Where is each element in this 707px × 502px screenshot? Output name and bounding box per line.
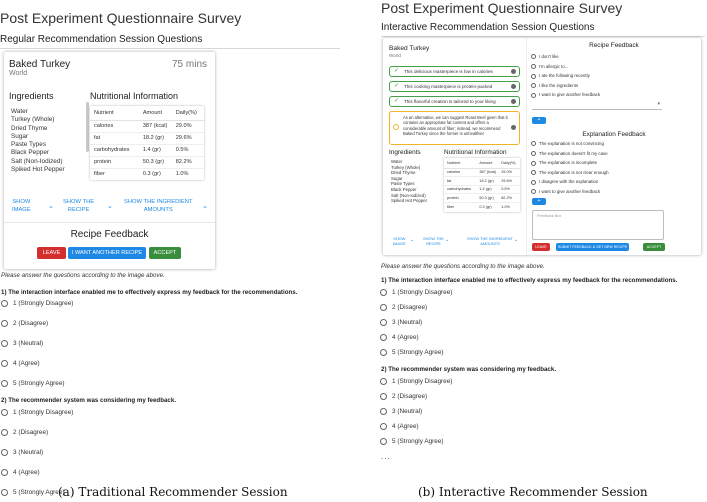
radio-label: 4 (Agree)	[13, 360, 40, 367]
radio-label: 2 (Disagree)	[13, 429, 49, 436]
radio-option[interactable]	[531, 187, 609, 197]
table-cell: fat	[94, 135, 101, 141]
explanation-box	[389, 81, 520, 92]
explanation-box	[389, 66, 520, 77]
radio-button[interactable]	[531, 54, 536, 59]
table-cell: carbohydrates	[447, 187, 472, 192]
warning-icon	[393, 124, 399, 130]
table-row	[90, 144, 204, 156]
radio-label: I want to give another feedback	[539, 188, 601, 194]
chevron-down-icon[interactable]: ⌄	[107, 203, 113, 210]
vertical-divider	[526, 38, 527, 255]
table-cell: 387 (kcal)	[142, 123, 168, 129]
radio-label: 3 (Neutral)	[392, 408, 423, 415]
radio-option[interactable]	[531, 62, 600, 72]
accept-button[interactable]: ACCEPT	[643, 243, 665, 251]
radio-label: 4 (Agree)	[392, 334, 419, 341]
ingredient-item: Sugar	[391, 175, 403, 181]
table-cell: 50.3 (gr)	[142, 159, 164, 165]
radio-button[interactable]	[1, 429, 8, 436]
ingredient-item: Dried Thyme	[11, 124, 48, 132]
info-icon[interactable]	[511, 99, 516, 104]
check-icon: ✓	[394, 98, 400, 104]
ingredient-item: Salt (Non-Iodized)	[391, 192, 426, 198]
info-icon[interactable]	[511, 69, 516, 74]
table-cell: 29.6%	[501, 178, 512, 183]
radio-label: 2 (Disagree)	[13, 320, 49, 327]
accept-button[interactable]: ACCEPT	[149, 247, 181, 259]
info-icon[interactable]	[511, 84, 516, 89]
radio-label: The explanation is not clear enough	[539, 169, 609, 175]
expand-label-line: SHOW THE INGREDIENT	[467, 236, 513, 241]
question-2: 2) The recommender system was considering my feedback.	[1, 397, 177, 404]
recipe-feedback-heading: Recipe Feedback	[70, 229, 149, 240]
ingredients-list	[11, 108, 65, 174]
table-cell: 29.6%	[175, 135, 192, 141]
radio-option[interactable]	[1, 337, 73, 357]
table-cell: fat	[447, 178, 452, 183]
table-cell: 1.4 (gr)	[479, 187, 492, 192]
column-header: Amount	[479, 160, 493, 165]
survey-title: Post Experiment Questionnaire Survey	[0, 10, 242, 26]
expand-label-line: AMOUNTS	[480, 241, 500, 247]
radio-option[interactable]	[531, 71, 600, 81]
radio-button[interactable]	[380, 334, 387, 341]
recipe-origin: World	[389, 53, 401, 58]
radio-option[interactable]	[1, 406, 73, 426]
recipe-card	[4, 52, 215, 269]
table-header-row	[444, 158, 520, 168]
table-row	[444, 177, 520, 186]
ingredient-item: Salt (Non-Iodized)	[11, 157, 63, 165]
radio-button[interactable]	[1, 300, 8, 307]
feedback-select[interactable]	[532, 101, 662, 110]
section-title: Interactive Recommendation Session Questions	[381, 22, 705, 37]
table-row	[90, 168, 204, 180]
interactive-session-panel	[378, 0, 707, 480]
section-title: Regular Recommendation Session Questions	[0, 34, 340, 49]
radio-label: 3 (Neutral)	[13, 449, 44, 456]
radio-option[interactable]	[1, 297, 73, 317]
divider	[4, 222, 215, 223]
ingredients-heading: Ingredients	[389, 149, 421, 156]
table-row	[90, 120, 204, 132]
radio-option[interactable]	[380, 420, 452, 435]
radio-option[interactable]	[1, 446, 73, 466]
feedback-textarea[interactable]	[532, 210, 664, 240]
expand-label-line: SHOW	[12, 199, 31, 205]
recipe-feedback-heading: Recipe Feedback	[589, 42, 639, 49]
expand-label-line: RECIPE	[67, 206, 90, 213]
radio-option[interactable]	[380, 375, 452, 390]
radio-button[interactable]	[380, 393, 387, 400]
radio-button[interactable]	[1, 320, 8, 327]
radio-option[interactable]	[531, 139, 609, 149]
expand-label-line: SHOW THE	[63, 199, 95, 205]
table-cell: 1.0%	[175, 171, 189, 178]
column-header: Amount	[142, 109, 163, 116]
radio-label: I disagree with the explanation	[539, 179, 599, 185]
question-1-options	[380, 286, 452, 361]
radio-option[interactable]	[531, 168, 609, 178]
show-ingredient-amounts-button[interactable]	[467, 236, 513, 246]
radio-button[interactable]	[531, 180, 536, 185]
radio-button[interactable]	[531, 64, 536, 69]
radio-label: 3 (Neutral)	[13, 340, 44, 347]
ingredient-item: Sugar	[11, 132, 29, 140]
chevron-down-icon[interactable]: ⌄	[445, 237, 450, 243]
table-cell: 0.5%	[501, 187, 510, 192]
radio-button[interactable]	[531, 170, 536, 175]
table-row	[444, 168, 520, 177]
radio-label: 1 (Strongly Disagree)	[392, 289, 453, 296]
chevron-down-icon[interactable]: ▾	[657, 101, 660, 107]
radio-button[interactable]	[1, 360, 8, 367]
radio-label: 5 (Strongly Agree)	[13, 380, 65, 387]
interactive-recipe-card	[383, 38, 701, 255]
expand-label-line: RECIPE	[426, 241, 441, 247]
question-2: 2) The recommender system was considering my feedback.	[381, 366, 557, 373]
radio-option[interactable]	[1, 357, 73, 377]
table-row	[90, 156, 204, 168]
nutrition-table-card	[90, 106, 204, 180]
expand-label-line: SHOW THE INGREDIENT	[124, 199, 193, 205]
radio-label: I don't like	[539, 54, 559, 59]
warning-box	[389, 111, 520, 145]
show-image-button[interactable]	[12, 199, 31, 214]
radio-option[interactable]	[380, 390, 452, 405]
ingredient-item: Dried Thyme	[391, 170, 416, 176]
radio-button[interactable]	[531, 161, 536, 166]
radio-label: 4 (Agree)	[13, 469, 40, 476]
explanation-text: This delicious masterpiece is low in calories	[404, 69, 493, 74]
radio-option[interactable]	[380, 286, 452, 301]
table-cell: 0.3 (gr)	[479, 204, 492, 209]
table-cell: 82.2%	[501, 195, 512, 200]
ingredients-scrollbar[interactable]	[86, 102, 89, 152]
add-explanation-feedback-button[interactable]: +	[532, 198, 546, 205]
radio-button[interactable]	[1, 469, 8, 476]
radio-button[interactable]	[1, 449, 8, 456]
recipe-name: Baked Turkey	[9, 59, 71, 70]
chevron-down-icon[interactable]: ⌄	[48, 203, 54, 210]
ingredient-item: Water	[11, 108, 28, 115]
caption-a: (a) Traditional Recommender Session	[58, 485, 288, 499]
ellipsis: ...	[381, 452, 391, 461]
expand-label-line: SHOW THE	[423, 236, 444, 241]
nutrition-heading: Nutritional Information	[90, 91, 179, 101]
table-cell: protein	[94, 159, 112, 165]
expand-label-line: IMAGE	[393, 241, 406, 247]
show-ingredient-amounts-button[interactable]	[124, 199, 193, 214]
radio-option[interactable]	[531, 52, 600, 62]
radio-label: The explanation doesn't fit my case	[539, 150, 608, 156]
another-recipe-button[interactable]: I WANT ANOTHER RECIPE	[68, 247, 146, 259]
radio-button[interactable]	[380, 438, 387, 445]
chevron-down-icon[interactable]: ⌄	[202, 203, 208, 210]
recipe-feedback-options	[531, 52, 600, 100]
explanation-box	[389, 96, 520, 107]
radio-label: 2 (Disagree)	[392, 393, 428, 400]
table-cell: calories	[94, 123, 114, 129]
radio-option[interactable]	[380, 405, 452, 420]
question-1-options	[1, 297, 73, 397]
table-cell: carbohydrates	[94, 147, 130, 153]
radio-button[interactable]	[380, 289, 387, 296]
show-recipe-button[interactable]	[63, 199, 94, 214]
table-cell: 18.2 (gr)	[479, 178, 494, 183]
radio-label: I ate the following recently	[539, 73, 590, 79]
ingredients-heading: Ingredients	[9, 91, 54, 101]
table-row	[444, 185, 520, 194]
add-recipe-feedback-button[interactable]: +	[532, 117, 546, 124]
radio-button[interactable]	[531, 141, 536, 146]
table-cell: 387 (kcal)	[479, 170, 497, 175]
column-header: Nutrient	[447, 160, 461, 165]
table-cell: protein	[447, 195, 459, 200]
radio-button[interactable]	[1, 380, 8, 387]
radio-button[interactable]	[380, 423, 387, 430]
radio-option[interactable]	[531, 149, 609, 159]
radio-label: I want to give another feedback	[539, 92, 601, 98]
leave-button[interactable]: LEAVE	[532, 243, 550, 251]
radio-button[interactable]	[380, 349, 387, 356]
submit-feedback-button[interactable]: SUBMIT FEEDBACK & GET NEW RECIPE	[557, 245, 628, 249]
radio-option[interactable]	[1, 377, 73, 397]
radio-button[interactable]	[531, 151, 536, 156]
radio-button[interactable]	[380, 319, 387, 326]
question-1: 1) The interaction interface enabled me to effectively express my feedback for the recommendations.	[1, 289, 298, 296]
expand-label-line: AMOUNTS	[143, 206, 173, 213]
radio-button[interactable]	[380, 304, 387, 311]
table-cell: fiber	[447, 204, 455, 209]
radio-label: 4 (Agree)	[392, 423, 419, 430]
nutrition-table	[90, 106, 204, 180]
recipe-origin: World	[9, 70, 28, 77]
chevron-down-icon[interactable]: ⌄	[410, 237, 415, 243]
recipe-time: 75 mins	[171, 59, 207, 70]
radio-button[interactable]	[1, 409, 8, 416]
table-header-row	[90, 106, 204, 120]
radio-label: 3 (Neutral)	[392, 319, 423, 326]
ingredient-item: Black Pepper	[391, 186, 417, 192]
chevron-down-icon[interactable]: ⌄	[514, 237, 519, 243]
radio-button[interactable]	[380, 378, 387, 385]
nutrition-heading: Nutritional Information	[444, 149, 507, 156]
radio-button[interactable]	[531, 189, 536, 194]
radio-option[interactable]	[380, 346, 452, 361]
table-cell: 29.0%	[175, 123, 192, 129]
explanation-feedback-options	[531, 139, 609, 197]
check-icon: ✓	[394, 83, 400, 89]
caption-b: (b) Interactive Recommender Session	[418, 485, 648, 499]
check-icon: ✓	[394, 68, 400, 74]
table-cell: 18.2 (gr)	[142, 135, 164, 141]
ingredient-item: Spiked Hot Pepper	[11, 166, 65, 174]
expand-label-line: SHOW	[393, 236, 406, 241]
radio-label: 1 (Strongly Disagree)	[392, 378, 453, 385]
radio-option[interactable]	[380, 331, 452, 346]
table-cell: 0.5%	[175, 147, 189, 153]
radio-option[interactable]	[380, 301, 452, 316]
nutrition-table	[444, 158, 520, 211]
table-cell: fiber	[94, 171, 105, 178]
radio-button[interactable]	[1, 489, 8, 496]
radio-option[interactable]	[1, 317, 73, 337]
radio-option[interactable]	[531, 158, 609, 168]
show-recipe-button[interactable]	[423, 236, 444, 246]
radio-label: 5 (Strongly Agree)	[392, 349, 444, 356]
radio-button[interactable]	[531, 93, 536, 98]
feedback-placeholder: Feedback Box	[537, 214, 562, 218]
warning-text: As an alternative, we can suggest Roast Beef given that it contains an appropriate fat content and offers a considerable amount of fiber; instead, we recommend Baked Turkey since the former is unhealthier	[403, 115, 508, 137]
radio-option[interactable]	[380, 435, 452, 450]
radio-label: 5 (Strongly Agree)	[392, 438, 444, 445]
radio-label: I like the ingredients	[539, 82, 579, 88]
radio-option[interactable]	[531, 177, 609, 187]
ingredient-item: Turkey (Whole)	[391, 164, 421, 170]
table-row	[90, 132, 204, 144]
radio-option[interactable]	[380, 316, 452, 331]
table-cell: 29.0%	[501, 170, 512, 175]
ingredient-item: Spiked Hot Pepper	[391, 198, 428, 204]
column-header: Nutrient	[94, 109, 114, 116]
radio-button[interactable]	[1, 340, 8, 347]
table-cell: 50.3 (gr)	[479, 195, 494, 200]
ingredient-item: Black Pepper	[11, 149, 50, 157]
leave-button[interactable]: LEAVE	[37, 247, 66, 259]
radio-button[interactable]	[380, 408, 387, 415]
explanation-text: This cooking masterpiece is protein-packed	[404, 84, 493, 89]
recipe-name: Baked Turkey	[389, 45, 430, 52]
radio-label: I'm allergic to...	[539, 63, 569, 69]
table-row	[444, 202, 520, 211]
table-cell: 1.4 (gr)	[142, 147, 161, 153]
instruction-text: Please answer the questions according to the image above.	[1, 272, 165, 279]
table-cell: 0.3 (gr)	[142, 171, 161, 178]
table-row	[444, 194, 520, 203]
table-cell: 82.2%	[175, 159, 192, 165]
radio-label: 1 (Strongly Disagree)	[13, 300, 74, 307]
info-icon[interactable]	[511, 125, 516, 130]
explanation-feedback-heading: Explanation Feedback	[582, 131, 646, 138]
ingredient-item: Water	[391, 159, 403, 164]
radio-button[interactable]	[531, 83, 536, 88]
ingredients-list	[391, 159, 427, 204]
ingredient-item: Paste Types	[11, 141, 47, 149]
table-cell: 1.0%	[501, 204, 510, 209]
radio-option[interactable]	[531, 81, 600, 91]
nutrition-table-card	[444, 158, 520, 212]
question-1: 1) The interaction interface enabled me to effectively express my feedback for the recommendations.	[381, 277, 678, 284]
radio-label: The explanation is not convincing	[539, 141, 604, 146]
radio-option[interactable]	[1, 426, 73, 446]
expand-label-line: IMAGE	[12, 206, 31, 213]
explanation-text: This flavorful creation is tailored to your liking	[404, 99, 496, 104]
instruction-text: Please answer the questions according to the image above.	[381, 263, 545, 270]
radio-label: 5 (Strongly Agree)	[13, 489, 65, 496]
ingredient-item: Turkey (Whole)	[11, 116, 55, 124]
radio-button[interactable]	[531, 74, 536, 79]
show-image-button[interactable]	[393, 236, 406, 246]
question-2-options	[380, 375, 452, 450]
ingredient-item: Paste Types	[391, 181, 415, 187]
column-header: Daily(%)	[175, 109, 197, 116]
radio-label: The explanation is incomplete	[539, 160, 598, 166]
radio-option[interactable]	[1, 466, 73, 486]
table-cell: calories	[447, 170, 461, 175]
radio-option[interactable]	[531, 90, 600, 100]
column-header: Daily(%)	[501, 160, 516, 165]
radio-label: 1 (Strongly Disagree)	[13, 409, 74, 416]
survey-title: Post Experiment Questionnaire Survey	[381, 0, 623, 16]
radio-label: 2 (Disagree)	[392, 304, 428, 311]
